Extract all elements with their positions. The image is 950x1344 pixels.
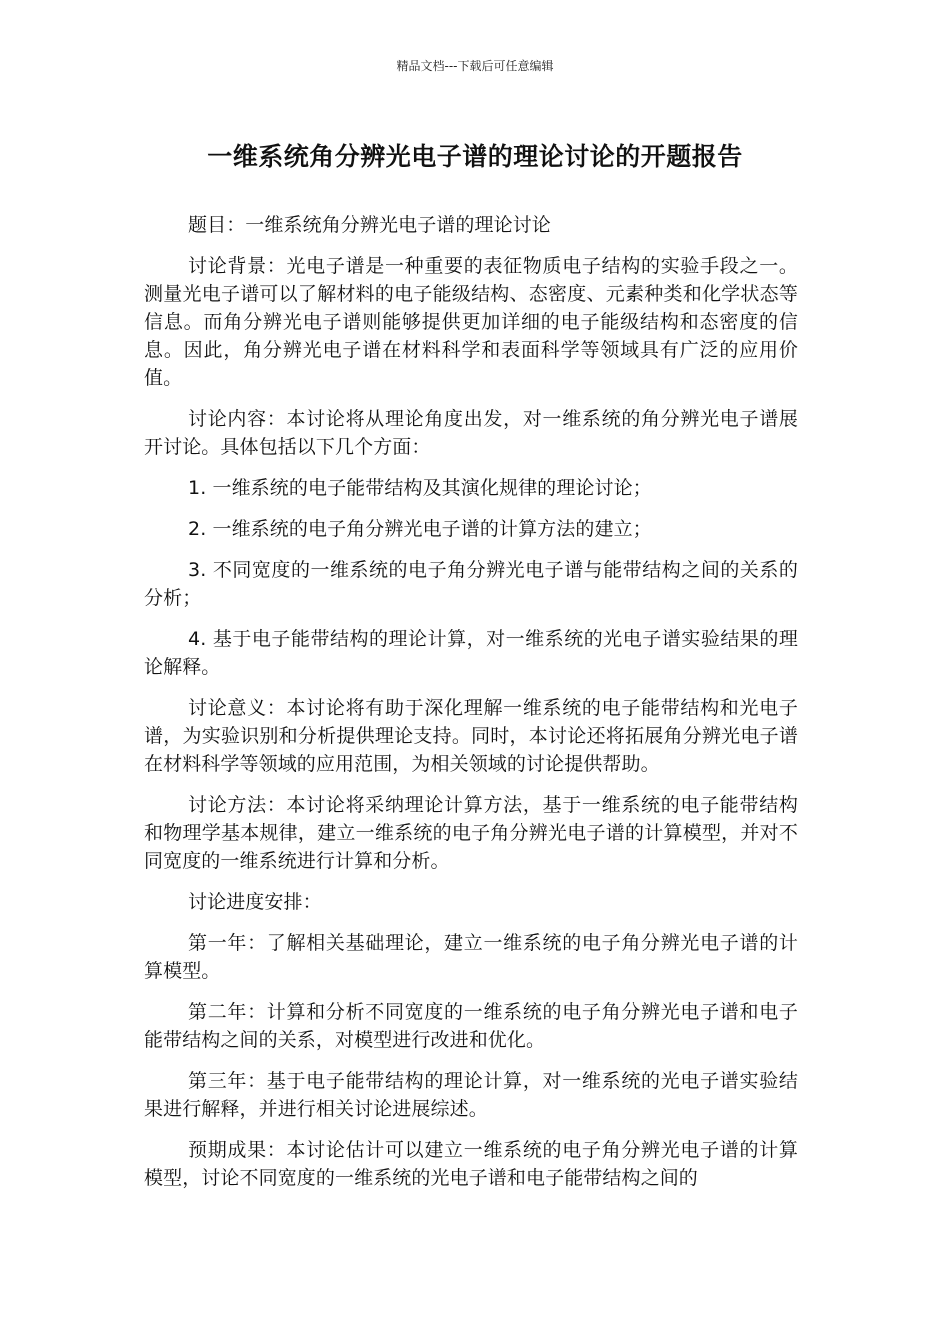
paragraph-item-2: 2. 一维系统的电子角分辨光电子谱的计算方法的建立； (188, 518, 652, 540)
header-note: 精品文档---下载后可任意编辑 (396, 59, 554, 73)
paragraph-expected-results: 预期成果：本讨论估计可以建立一维系统的电子角分辨光电子谱的计算模型，讨论不同宽度的一维系统的光电子谱和电子能带结构之间的 (144, 1139, 798, 1189)
paragraph-significance: 讨论意义：本讨论将有助于深化理解一维系统的电子能带结构和光电子谱，为实验识别和分析提供理论支持。同时，本讨论还将拓展角分辨光电子谱在材料科学等领域的应用范围，为相关领域的讨论提供帮助。 (144, 697, 798, 775)
document-body (144, 211, 798, 1205)
paragraph-background: 讨论背景：光电子谱是一种重要的表征物质电子结构的实验手段之一。测量光电子谱可以了解材料的电子能级结构、态密度、元素种类和化学状态等信息。而角分辨光电子谱则能够提供更加详细的电子能级结构和态密度的信息。因此，角分辨光电子谱在材料科学和表面科学等领域具有广泛的应用价值。 (144, 255, 798, 389)
paragraph-item-1: 1. 一维系统的电子能带结构及其演化规律的理论讨论； (188, 477, 652, 499)
paragraph-item-4: 4. 基于电子能带结构的理论计算，对一维系统的光电子谱实验结果的理论解释。 (144, 628, 798, 678)
paragraph-year-2: 第二年：计算和分析不同宽度的一维系统的电子角分辨光电子谱和电子能带结构之间的关系，对模型进行改进和优化。 (144, 1001, 798, 1051)
document-title: 一维系统角分辨光电子谱的理论讨论的开题报告 (207, 142, 743, 171)
paragraph-year-3: 第三年：基于电子能带结构的理论计算，对一维系统的光电子谱实验结果进行解释，并进行相关讨论进展综述。 (144, 1070, 798, 1120)
paragraph-content: 讨论内容：本讨论将从理论角度出发，对一维系统的角分辨光电子谱展开讨论。具体包括以下几个方面： (144, 408, 798, 458)
paragraph-year-1: 第一年：了解相关基础理论，建立一维系统的电子角分辨光电子谱的计算模型。 (144, 932, 798, 982)
paragraph-item-3: 3. 不同宽度的一维系统的电子角分辨光电子谱与能带结构之间的关系的分析； (144, 559, 798, 609)
paragraph-schedule: 讨论进度安排： (188, 891, 322, 913)
paragraph-topic: 题目：一维系统角分辨光电子谱的理论讨论 (188, 214, 551, 236)
paragraph-method: 讨论方法：本讨论将采纳理论计算方法，基于一维系统的电子能带结构和物理学基本规律，建立一维系统的电子角分辨光电子谱的计算模型，并对不同宽度的一维系统进行计算和分析。 (144, 794, 798, 872)
